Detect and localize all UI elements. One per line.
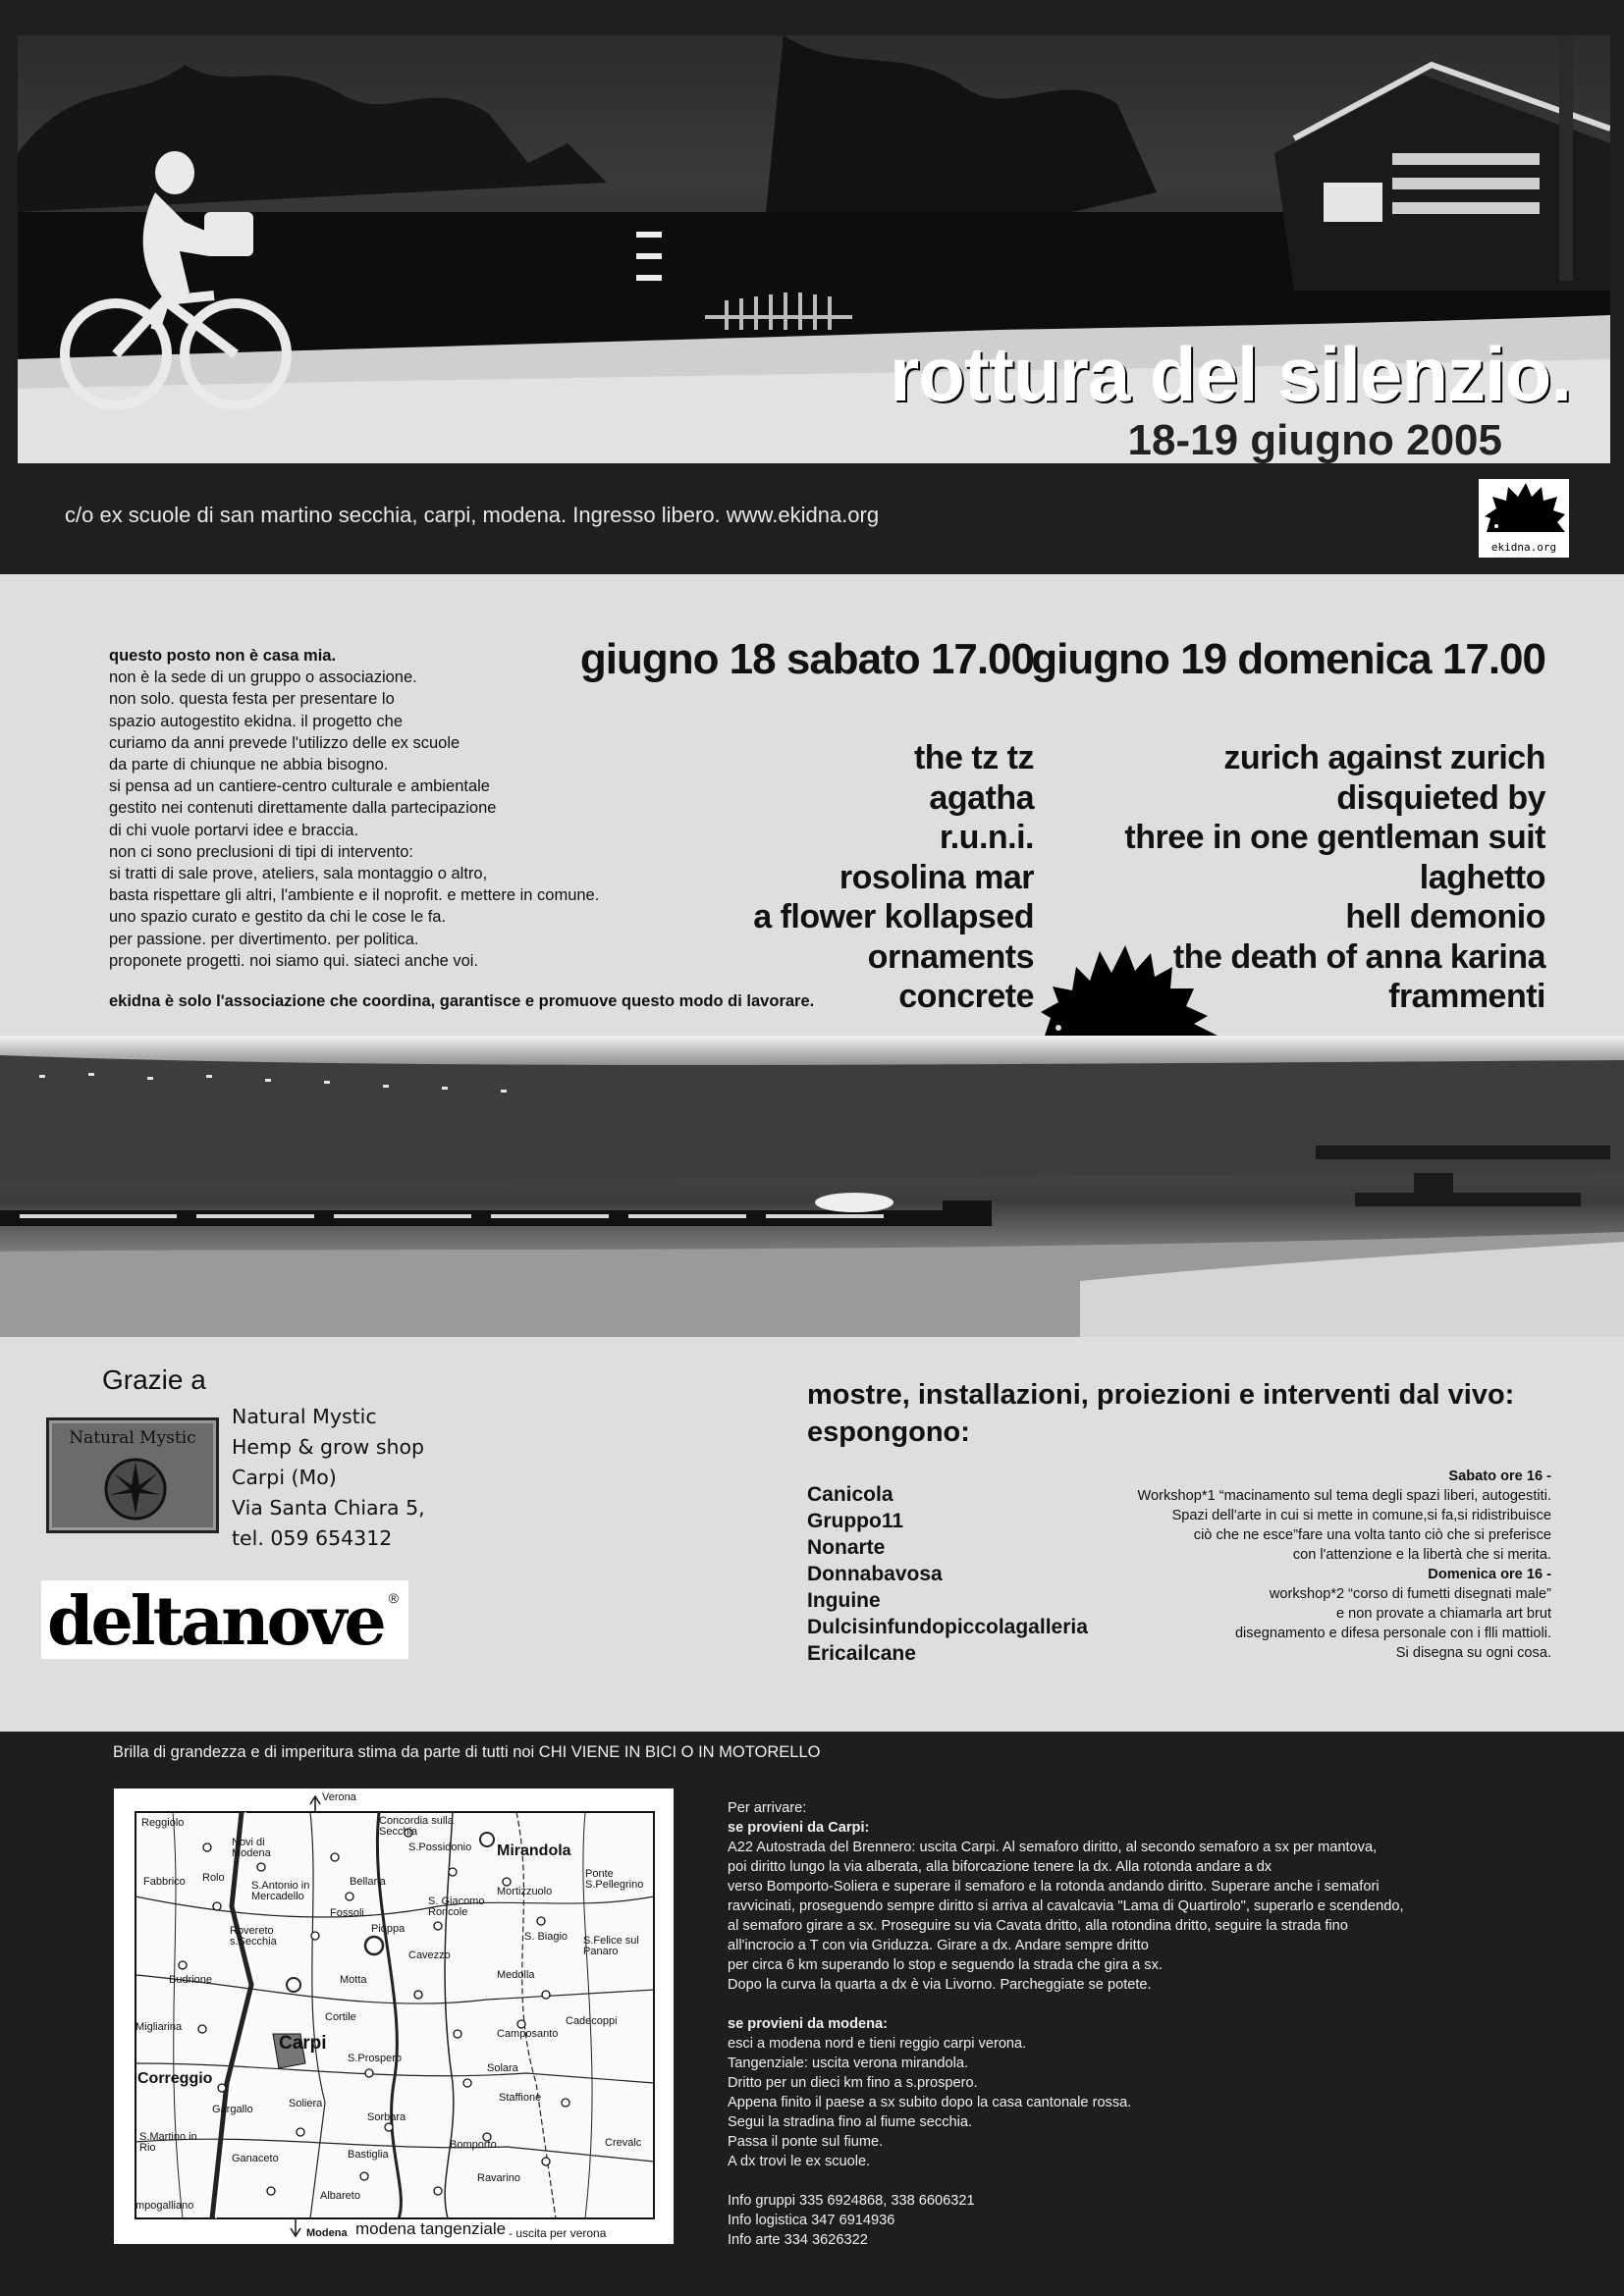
map-label: Modena <box>306 2227 348 2239</box>
band-name: rosolina mar <box>839 858 1034 896</box>
natural-mystic-info <box>232 1402 425 1554</box>
event-title: rottura del silenzio. <box>889 331 1571 417</box>
directions-line: A22 Autostrada del Brennero: uscita Carpi. Al semaforo diritto, al secondo semaforo a sx per mantova, <box>728 1840 1378 1855</box>
map-label: Bellaria <box>350 1876 386 1888</box>
map-label: Cortile <box>325 2011 356 2023</box>
exhibitions-heading-line: mostre, installazioni, proiezioni e interventi dal vivo: <box>807 1379 1515 1411</box>
map-label: Mortizzuolo <box>497 1886 553 1897</box>
exhibitions-heading-line: espongono: <box>807 1416 970 1448</box>
map-label: Rovereto s.Secchia <box>230 1925 277 1948</box>
spacer <box>728 2171 1404 2191</box>
manifesto-footer: ekidna è solo l'associazione che coordina, garantisce e promuove questo modo di lavorare. <box>109 992 815 1010</box>
map-label: Camposanto <box>497 2028 559 2040</box>
workshop-line: Spazi dell'arte in cui si mette in comune,si fa,si ridistribuisce <box>1171 1508 1551 1523</box>
map-label: Medolla <box>497 1969 535 1981</box>
band-name: the tz tz <box>913 739 1034 776</box>
workshop-line: Workshop*1 “macinamento sul tema degli spazi liberi, autogestiti. <box>1137 1488 1551 1504</box>
directions-line: Segui la stradina fino al fiume secchia. <box>728 2114 973 2130</box>
workshop-line: Domenica ore 16 - <box>1428 1567 1551 1582</box>
road-map[interactable] <box>114 1789 674 2244</box>
manifesto-line: si tratti di sale prove, ateliers, sala montaggio o altro, <box>109 865 488 883</box>
map-label: mpogalliano <box>135 2200 194 2212</box>
map-label: Bastiglia <box>348 2149 389 2161</box>
directions-intro: Per arrivare: <box>728 1800 807 1816</box>
directions-line: all'incrocio a T con via Griduzza. Girare a dx. Andare sempre dritto <box>728 1938 1149 1953</box>
band-name: r.u.n.i. <box>939 819 1034 856</box>
day1-lineup <box>753 738 1034 1017</box>
map-label: S.Possidonio <box>408 1842 472 1853</box>
spacer <box>728 1995 1404 2014</box>
info-line: Info gruppi 335 6924868, 338 6606321 <box>728 2193 975 2209</box>
map-label: Staffione <box>499 2092 542 2104</box>
band-name: three in one gentleman suit <box>1124 819 1545 856</box>
directions-line: A dx trovi le ex scuole. <box>728 2154 871 2169</box>
map-label: Carpi <box>279 2033 327 2054</box>
sponsor-tagline: Hemp & grow shop <box>232 1435 425 1459</box>
manifesto-line: da parte di chiunque ne abbia bisogno. <box>109 756 389 774</box>
manifesto-line: spazio autogestito ekidna. il progetto che <box>109 712 404 730</box>
workshop-line: workshop*2 “corso di fumetti disegnati male” <box>1269 1586 1551 1602</box>
manifesto-line: di chi vuole portarvi idee e braccia. <box>109 821 359 839</box>
directions-line: Appena finito il paese a sx subito dopo la casa cantonale rossa. <box>728 2095 1132 2110</box>
map-label: Reggiolo <box>141 1817 185 1829</box>
hemp-leaf-icon <box>96 1450 175 1528</box>
info-line: Info arte 334 3626322 <box>728 2232 868 2248</box>
day1-heading: giugno 18 sabato 17.00 <box>579 635 1034 683</box>
band-name: zurich against zurich <box>1223 739 1545 776</box>
map-label: S. Biagio <box>524 1931 568 1943</box>
band-name: laghetto <box>1419 858 1545 896</box>
ekidna-logo-text: ekidna.org <box>1490 541 1557 554</box>
day2-heading: giugno 19 domenica 17.00 <box>1031 635 1545 683</box>
manifesto-line: si pensa ad un cantiere-centro culturale e ambientale <box>109 777 490 796</box>
directions-line: al semaforo girare a sx. Proseguire su via Cavata dritto, alla rotondina dritto, seguire la strada fino <box>728 1918 1348 1934</box>
map-label: Bomporto <box>450 2139 497 2151</box>
map-label: Albareto <box>320 2190 360 2202</box>
map-label: Novi di Modena <box>232 1837 271 1859</box>
map-label: Verona <box>322 1791 356 1803</box>
map-label: Sorbara <box>367 2111 406 2123</box>
band-name: hell demonio <box>1345 898 1545 935</box>
natural-mystic-logo[interactable] <box>46 1417 219 1533</box>
map-label: Fossoli <box>330 1907 364 1919</box>
program-section <box>0 574 1624 1036</box>
footer-section <box>0 1732 1624 2296</box>
exhibitors-list <box>807 1481 1088 1667</box>
landscape-train-photo <box>0 1036 1624 1337</box>
map-label: Migliarina <box>135 2021 183 2033</box>
band-name: ornaments <box>867 937 1034 976</box>
sponsor-phone: tel. 059 654312 <box>232 1526 393 1550</box>
deltanove-wordmark: deltanove <box>47 1582 384 1661</box>
workshops <box>1137 1467 1551 1663</box>
directions <box>728 1798 1404 2250</box>
exhibitor: Inguine <box>807 1589 881 1612</box>
map-label: S.Felice sul Panaro <box>583 1935 639 1957</box>
exhibitor: Gruppo11 <box>807 1510 904 1532</box>
map-label: S.Prospero <box>348 2053 403 2064</box>
sponsor-city: Carpi (Mo) <box>232 1466 337 1489</box>
band-name: agatha <box>929 778 1034 817</box>
map-label: Cavezzo <box>408 1949 451 1961</box>
directions-line: Dritto per un dieci km fino a s.prospero. <box>728 2075 978 2091</box>
directions-line: ravvicinati, proseguendo sempre diritto si arriva al cavalcavia "Lama di Quartirolo", superarlo e scendendo, <box>728 1898 1404 1914</box>
exhibitor: Nonarte <box>807 1536 886 1559</box>
directions-line: Dopo la curva la quarta a dx è via Livorno. Parcheggiate se potete. <box>728 1977 1152 1993</box>
manifesto-line: uno spazio curato e gestito da chi le cose le fa. <box>109 908 447 927</box>
directions-line: verso Bomporto-Soliera e superare il semaforo e la rotonda andando diritto. Superare anche i semafori <box>728 1879 1380 1895</box>
workshop-line: Si disegna su ogni cosa. <box>1395 1645 1551 1661</box>
band-name: the death of anna karina <box>1172 937 1545 976</box>
hedgehog-icon <box>1481 481 1567 546</box>
directions-heading-modena: se provieni da modena: <box>728 2016 889 2032</box>
map-label: Concordia sulla Secchia <box>379 1815 454 1838</box>
manifesto-line: non solo. questa festa per presentare lo <box>109 690 395 709</box>
manifesto-line: proponete progetti. noi siamo qui. siateci anche voi. <box>109 951 479 970</box>
deltanove-logo[interactable] <box>41 1580 408 1659</box>
directions-line: Passa il ponte sul fiume. <box>728 2134 884 2150</box>
map-label: Pioppa <box>371 1923 406 1935</box>
directions-line: Tangenziale: uscita verona mirandola. <box>728 2056 968 2071</box>
map-label: S. Giacomo Roncole <box>428 1896 485 1918</box>
map-label: S.Martino in Rio <box>139 2131 197 2154</box>
info-line: Info logistica 347 6914936 <box>728 2213 895 2228</box>
natural-mystic-logo-label: Natural Mystic <box>69 1428 196 1448</box>
registered-mark: ® <box>388 1590 399 1606</box>
directions-heading-carpi: se provieni da Carpi: <box>728 1820 870 1836</box>
map-label: Ganaceto <box>232 2153 279 2164</box>
map-label: - uscita per verona <box>509 2226 607 2240</box>
workshop-line: e non provate a chiamarla art brut <box>1335 1606 1551 1622</box>
manifesto-line: gestito nei contenuti direttamente dalla partecipazione <box>109 799 497 818</box>
map-label: Gargallo <box>212 2104 253 2115</box>
sponsor-address: Via Santa Chiara 5, <box>232 1496 425 1520</box>
map-label: Solara <box>487 2062 518 2074</box>
manifesto-line: basta rispettare gli altri, l'ambiente e il noprofit. e mettere in comune. <box>109 886 600 905</box>
workshop-line: ciò che ne esce”fare una volta tanto ciò che si preferisce <box>1193 1527 1551 1543</box>
dedication-line: Brilla di grandezza e di imperitura stima da parte di tutti noi CHI VIENE IN BICI O IN MOTORELLO <box>113 1743 821 1761</box>
hedgehog-silhouette-icon <box>1041 937 1227 1036</box>
sponsor-name: Natural Mystic <box>232 1405 377 1428</box>
train-landscape-illustration <box>0 1036 1624 1337</box>
map-label: Correggio <box>137 2070 213 2087</box>
directions-line: per circa 6 km superando lo stop e seguendo la strada che gira a sx. <box>728 1957 1163 1973</box>
map-label: Rolo <box>202 1872 225 1884</box>
workshop-line: disegnamento e difesa personale con i flli mattioli. <box>1234 1626 1551 1641</box>
map-label: Ponte S.Pellegrino <box>585 1868 644 1891</box>
sponsors-section <box>0 1337 1624 1732</box>
exhibitor: Donnabavosa <box>807 1563 943 1585</box>
ekidna-logo[interactable] <box>1479 479 1569 558</box>
manifesto-line: non è la sede di un gruppo o associazione. <box>109 668 417 687</box>
manifesto <box>109 645 816 972</box>
map-label: Crevalc <box>605 2137 642 2149</box>
band-name: disquieted by <box>1336 778 1545 817</box>
manifesto-heading: questo posto non è casa mia. <box>109 647 337 665</box>
workshop-line: con l'attenzione e la libertà che si merita. <box>1292 1547 1551 1563</box>
venue-line: c/o ex scuole di san martino secchia, carpi, modena. Ingresso libero. www.ekidna.org <box>65 503 880 527</box>
hero-photo <box>18 35 1610 463</box>
thanks-heading: Grazie a <box>102 1364 206 1395</box>
map-label: Budrione <box>169 1974 213 1986</box>
band-name: concrete <box>898 978 1034 1015</box>
map-label: Soliera <box>289 2098 323 2109</box>
map-label: Mirandola <box>497 1842 571 1859</box>
manifesto-line: non ci sono preclusioni di tipi di intervento: <box>109 842 414 861</box>
manifesto-line: per passione. per divertimento. per politica. <box>109 930 419 948</box>
exhibitor: Ericailcane <box>807 1642 916 1665</box>
map-label: Cadecoppi <box>566 2015 618 2027</box>
event-dates: 18-19 giugno 2005 <box>1127 416 1502 463</box>
workshop-line: Sabato ore 16 - <box>1448 1468 1551 1484</box>
directions-line: esci a modena nord e tieni reggio carpi verona. <box>728 2036 1027 2052</box>
band-name: a flower kollapsed <box>753 898 1034 935</box>
exhibitor: Dulcisinfundopiccolagalleria <box>807 1616 1088 1638</box>
map-label: Motta <box>340 1974 367 1986</box>
header-band <box>0 0 1624 574</box>
map-label: S.Antonio in Mercadello <box>251 1880 310 1902</box>
directions-line: poi diritto lungo la via alberata, alla biforcazione tenere la dx. Alla rotonda andare a dx <box>728 1859 1272 1875</box>
map-label: Ravarino <box>477 2172 521 2184</box>
exhibitions-heading <box>807 1376 1514 1451</box>
map-label: modena tangenziale <box>355 2219 507 2238</box>
map-label: Fabbrico <box>143 1876 186 1888</box>
band-name: frammenti <box>1388 978 1545 1015</box>
manifesto-line: curiamo da anni prevede l'utilizzo delle ex scuole <box>109 733 460 752</box>
exhibitor: Canicola <box>807 1483 893 1506</box>
